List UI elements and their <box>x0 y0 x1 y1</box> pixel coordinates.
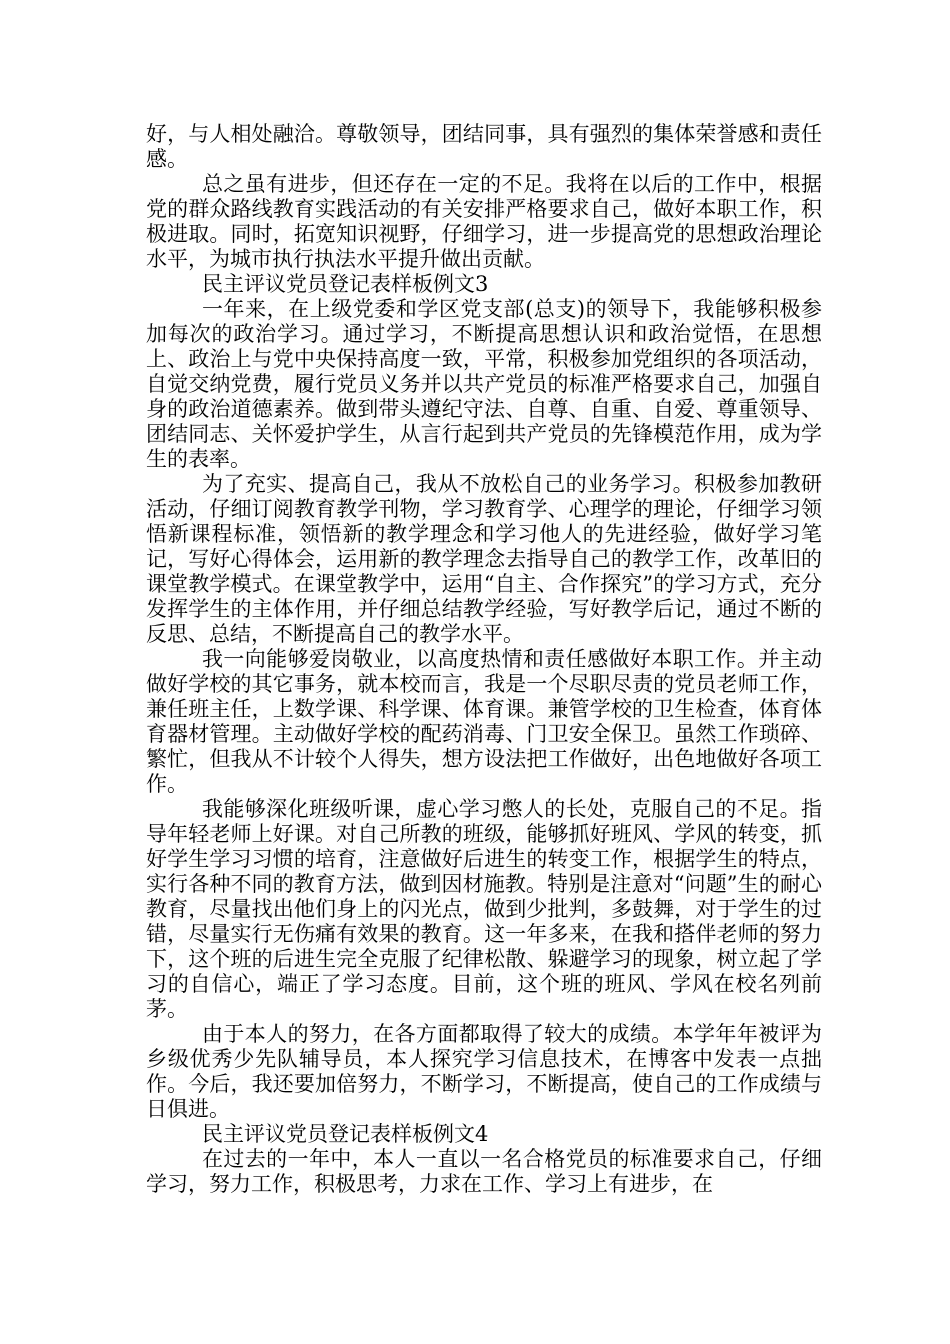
section-heading: 民主评议党员登记表样板例文3 <box>202 272 489 296</box>
section-heading: 民主评议党员登记表样板例文4 <box>202 1122 489 1146</box>
paragraph-continuation: 好，与人相处融洽。尊敬领导，团结同事，具有强烈的集体荣誉感和责任感。 <box>146 122 822 171</box>
paragraph: 总之虽有进步，但还存在一定的不足。我将在以后的工作中，根据党的群众路线教育实践活动的有关安排严格要求自己，做好本职工作，积极进取。同时，拓宽知识视野，仔细学习，进一步提高党的思想政治理论水平，为城市执行执法水平提升做出贡献。 <box>146 172 822 271</box>
document-body <box>146 122 822 1197</box>
paragraph: 在过去的一年中，本人一直以一名合格党员的标准要求自己，仔细学习，努力工作，积极思考，力求在工作、学习上有进步，在 <box>146 1147 822 1196</box>
paragraph: 为了充实、提高自己，我从不放松自己的业务学习。积极参加教研活动，仔细订阅教育教学刊物，学习教育学、心理学的理论，仔细学习领悟新课程标准，领悟新的教学理念和学习他人的先进经验，做好学习笔记，写好心得体会，运用新的教学理念去指导自己的教学工作，改革旧的课堂教学模式。在课堂教学中，运用“自主、合作探究”的学习方式，充分发挥学生的主体作用，并仔细总结教学经验，写好教学后记，通过不断的反思、总结，不断提高自己的教学水平。 <box>146 472 822 646</box>
paragraph: 我一向能够爱岗敬业，以高度热情和责任感做好本职工作。并主动做好学校的其它事务，就本校而言，我是一个尽职尽责的党员老师工作，兼任班主任，上数学课、科学课、体育课。兼管学校的卫生检查，体育体育器材管理。主动做好学校的配药消毒、门卫安全保卫。虽然工作琐碎、繁忙，但我从不计较个人得失，想方设法把工作做好，出色地做好各项工作。 <box>146 647 822 796</box>
paragraph: 我能够深化班级听课，虚心学习憋人的长处，克服自己的不足。指导年轻老师上好课。对自己所教的班级，能够抓好班风、学风的转变，抓好学生学习习惯的培育，注意做好后进生的转变工作，根据学生的特点，实行各种不同的教育方法，做到因材施教。特别是注意对“问题”生的耐心教育，尽量找出他们身上的闪光点，做到少批判，多鼓舞，对于学生的过错，尽量实行无伤痛有效果的教育。这一年多来，在我和搭伴老师的努力下，这个班的后进生完全克服了纪律松散、躲避学习的现象，树立起了学习的自信心，端正了学习态度。目前，这个班的班风、学风在校名列前茅。 <box>146 797 822 1021</box>
paragraph: 一年来，在上级党委和学区党支部(总支)的领导下，我能够积极参加每次的政治学习。通过学习，不断提高思想认识和政治觉悟，在思想上、政治上与党中央保持高度一致，平常，积极参加党组织的各项活动，自觉交纳党费，履行党员义务并以共产党员的标准严格要求自己，加强自身的政治道德素养。做到带头遵纪守法、自尊、自重、自爱、尊重领导、团结同志、关怀爱护学生，从言行起到共产党员的先锋模范作用，成为学生的表率。 <box>146 297 822 471</box>
paragraph: 由于本人的努力，在各方面都取得了较大的成绩。本学年年被评为乡级优秀少先队辅导员，本人探究学习信息技术，在博客中发表一点拙作。今后，我还要加倍努力，不断学习，不断提高，使自己的工作成绩与日俱进。 <box>146 1022 822 1121</box>
